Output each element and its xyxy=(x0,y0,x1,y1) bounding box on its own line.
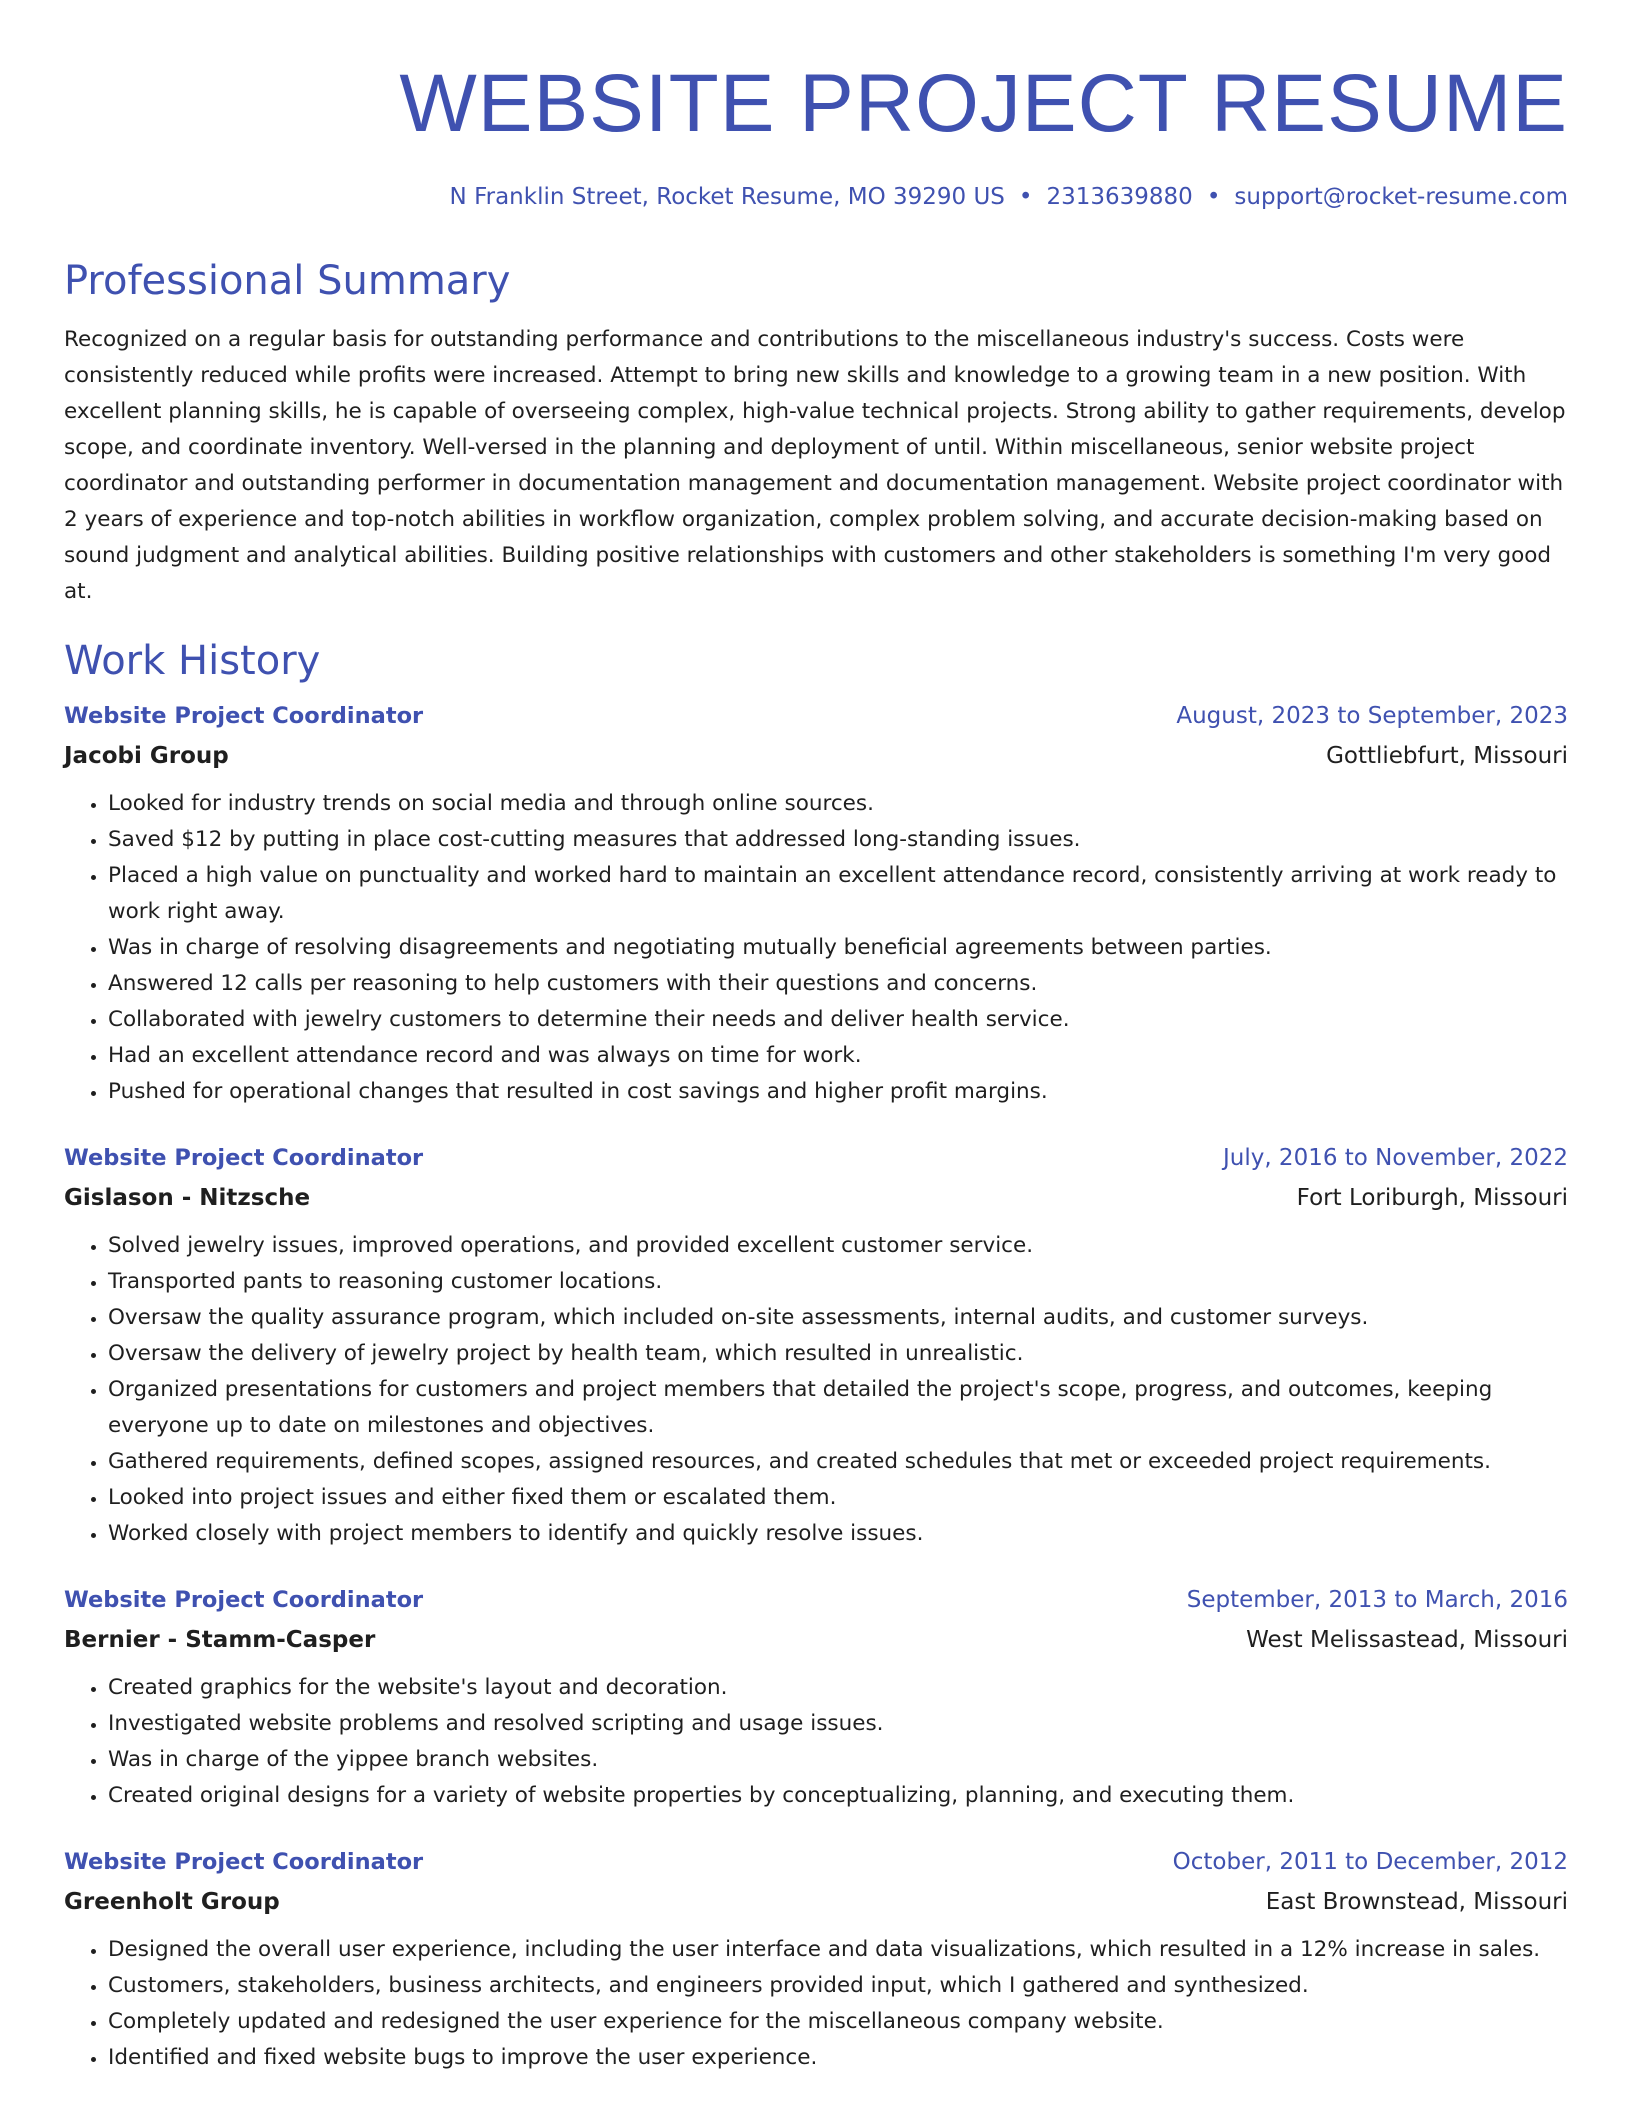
job-location: East Brownstead, Missouri xyxy=(1265,1889,1568,1915)
bullet-item: • Designed the overall user experience, including the user interface and data visualizations, which resulted in a 12% increase in sales. xyxy=(108,1932,1568,1968)
bullet-item: • Oversaw the quality assurance program, which included on-site assessments, internal audits, and customer surveys. xyxy=(108,1300,1568,1336)
job-location: West Melissastead, Missouri xyxy=(1246,1627,1568,1653)
job-header-row xyxy=(64,1842,1568,1882)
bullet-item: • Transported pants to reasoning customer locations. xyxy=(108,1264,1568,1300)
summary-text: Recognized on a regular basis for outstanding performance and contributions to the miscellaneous industry's success. Costs were consistently reduced while profits were increased. Attempt to bring new skills and knowledge to a growing team in a new position. With excellent planning skills, he is capable of overseeing complex, high-value technical projects. Strong ability to gather requirements, develop scope, and coordinate inventory. Well-versed in the planning and deployment of until. Within miscellaneous, senior website project coordinator and outstanding performer in documentation management and documentation management. Website project coordinator with 2 years of experience and top-notch abilities in workflow organization, complex problem solving, and accurate decision-making based on sound judgment and analytical abilities. Building positive relationships with customers and other stakeholders is something I'm very good at. xyxy=(64,327,1566,604)
bullet-item: • Solved jewelry issues, improved operations, and provided excellent customer service. xyxy=(108,1228,1568,1264)
bullet-item: • Oversaw the delivery of jewelry project by health team, which resulted in unrealistic. xyxy=(108,1336,1568,1372)
bullet-item: • Customers, stakeholders, business architects, and engineers provided input, which I gathered and synthesized. xyxy=(108,1968,1568,2004)
bullet-item: • Identified and fixed website bugs to improve the user experience. xyxy=(108,2040,1568,2076)
job-bullets xyxy=(64,786,1568,1110)
bullet-item: • Collaborated with jewelry customers to determine their needs and deliver health service. xyxy=(108,1002,1568,1038)
bullet-item: • Gathered requirements, defined scopes, assigned resources, and created schedules that met or exceeded project requirements. xyxy=(108,1444,1568,1480)
job-bullets xyxy=(64,1228,1568,1552)
job-company-row xyxy=(64,1620,1568,1660)
bullet-item: • Created original designs for a variety of website properties by conceptualizing, planning, and executing them. xyxy=(108,1778,1568,1814)
job-company-row xyxy=(64,1882,1568,1922)
job-title: Website Project Coordinator xyxy=(64,1587,424,1613)
job-entry xyxy=(64,1842,1568,2076)
job-location: Gottliebfurt, Missouri xyxy=(1326,743,1568,769)
work-history-heading: Work History xyxy=(64,638,321,684)
job-header-row xyxy=(64,1580,1568,1620)
email-text: support@rocket-resume.com xyxy=(1234,184,1568,210)
summary-heading: Professional Summary xyxy=(64,258,511,304)
bullet-item: • Was in charge of resolving disagreements and negotiating mutually beneficial agreements between parties. xyxy=(108,930,1568,966)
job-dates: October, 2011 to December, 2012 xyxy=(1172,1849,1568,1875)
job-title: Website Project Coordinator xyxy=(64,703,424,729)
job-location: Fort Loriburgh, Missouri xyxy=(1296,1185,1568,1211)
contact-separator: • xyxy=(1206,184,1221,210)
bullet-item: • Investigated website problems and resolved scripting and usage issues. xyxy=(108,1706,1568,1742)
job-bullets xyxy=(64,1670,1568,1814)
address-text: N Franklin Street, Rocket Resume, MO 39290 US xyxy=(449,184,1005,210)
company-name: Gislason - Nitzsche xyxy=(64,1185,311,1211)
bullet-item: • Had an excellent attendance record and was always on time for work. xyxy=(108,1038,1568,1074)
bullet-item: • Organized presentations for customers and project members that detailed the project's scope, progress, and outcomes, keeping everyone up to date on milestones and objectives. xyxy=(108,1372,1568,1444)
bullet-item: • Completely updated and redesigned the user experience for the miscellaneous company website. xyxy=(108,2004,1568,2040)
bullet-item: • Looked into project issues and either fixed them or escalated them. xyxy=(108,1480,1568,1516)
bullet-item: • Placed a high value on punctuality and worked hard to maintain an excellent attendance record, consistently arriving at work ready to work right away. xyxy=(108,858,1568,930)
job-header-row xyxy=(64,696,1568,736)
job-title: Website Project Coordinator xyxy=(64,1145,424,1171)
job-entry xyxy=(64,1138,1568,1552)
company-name: Bernier - Stamm-Casper xyxy=(64,1627,376,1653)
job-dates: July, 2016 to November, 2022 xyxy=(1222,1145,1568,1171)
company-name: Jacobi Group xyxy=(64,743,229,769)
bullet-item: • Created graphics for the website's layout and decoration. xyxy=(108,1670,1568,1706)
company-name: Greenholt Group xyxy=(64,1889,280,1915)
job-dates: August, 2023 to September, 2023 xyxy=(1176,703,1568,729)
resume-title: WEBSITE PROJECT RESUME xyxy=(399,58,1568,149)
work-history-list xyxy=(64,696,1568,2076)
job-bullets xyxy=(64,1932,1568,2076)
contact-line xyxy=(64,180,1568,214)
job-dates: September, 2013 to March, 2016 xyxy=(1186,1587,1568,1613)
bullet-item: • Saved $12 by putting in place cost-cutting measures that addressed long-standing issues. xyxy=(108,822,1568,858)
bullet-item: • Looked for industry trends on social media and through online sources. xyxy=(108,786,1568,822)
job-entry xyxy=(64,696,1568,1110)
bullet-item: • Pushed for operational changes that resulted in cost savings and higher profit margins. xyxy=(108,1074,1568,1110)
bullet-item: • Worked closely with project members to identify and quickly resolve issues. xyxy=(108,1516,1568,1552)
phone-text: 2313639880 xyxy=(1046,184,1193,210)
job-title: Website Project Coordinator xyxy=(64,1849,424,1875)
bullet-item: • Answered 12 calls per reasoning to help customers with their questions and concerns. xyxy=(108,966,1568,1002)
job-company-row xyxy=(64,1178,1568,1218)
contact-separator: • xyxy=(1018,184,1033,210)
job-company-row xyxy=(64,736,1568,776)
bullet-item: • Was in charge of the yippee branch websites. xyxy=(108,1742,1568,1778)
job-header-row xyxy=(64,1138,1568,1178)
job-entry xyxy=(64,1580,1568,1814)
